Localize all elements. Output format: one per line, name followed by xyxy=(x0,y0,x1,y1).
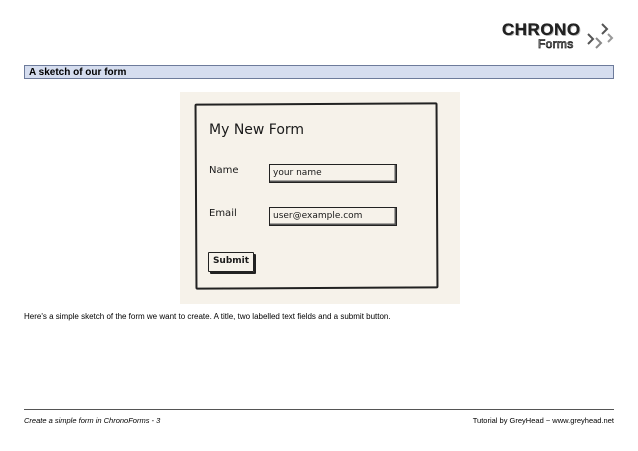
logo-arrows-icon xyxy=(582,20,616,52)
sketch-name-label: Name xyxy=(209,165,239,176)
form-sketch-image xyxy=(180,92,460,304)
footer-credit: Tutorial by GreyHead ~ www.greyhead.net xyxy=(472,416,614,425)
sketch-caption: Here's a simple sketch of the form we want to create. A title, two labelled text fields and a submit button. xyxy=(24,312,391,321)
sketch-email-label: Email xyxy=(209,208,237,219)
footer-divider xyxy=(24,409,614,410)
sketch-submit-button: Submit xyxy=(208,252,254,272)
sketch-name-field: your name xyxy=(269,164,397,183)
section-heading: A sketch of our form xyxy=(24,65,614,79)
sketch-form-title: My New Form xyxy=(209,122,305,138)
footer-document-title: Create a simple form in ChronoForms - 3 xyxy=(24,416,161,425)
logo-text-bottom: Forms xyxy=(538,37,574,51)
sketch-email-field: user@example.com xyxy=(269,207,397,226)
chronoforms-logo xyxy=(500,18,618,52)
logo-text-top: CHRONO xyxy=(502,20,581,39)
